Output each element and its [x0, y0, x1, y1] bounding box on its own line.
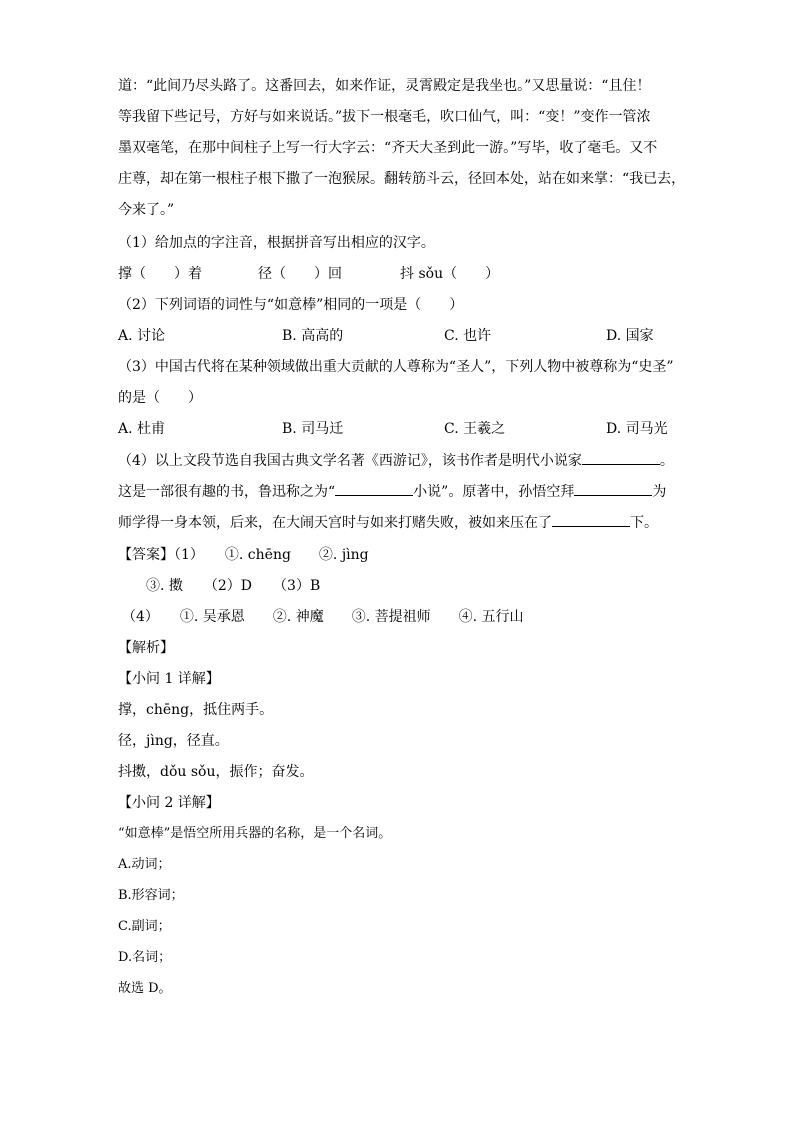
fill-blank — [582, 450, 660, 465]
question-4-line — [118, 450, 674, 471]
answer-text: （1） ①. chēng ②. jìng — [174, 547, 369, 563]
explanation-line: 撑，chēng，抵住两手。 — [118, 702, 274, 718]
question-4-text: 。 — [659, 453, 674, 469]
option-c: C. 王羲之 — [444, 421, 506, 437]
answer-line: （4） ①. 吴承恩 ②. 神魔 ③. 菩提祖师 ④. 五行山 — [122, 609, 524, 625]
passage-line: 等我留下些记号，方好与如来说话。”拔下一根毫毛，吹口仙气，叫：“变！”变作一管浓 — [118, 109, 651, 125]
option-b: B. 司马迁 — [282, 421, 344, 437]
analysis-label: 【解析】 — [118, 640, 174, 656]
question-4-text: 小说”。原著中，孙悟空拜 — [413, 484, 575, 500]
question-4-text: 这是一部很有趣的书，鲁迅称之为“ — [118, 484, 336, 500]
question-4-line — [118, 481, 666, 502]
explanation-line: 抖擞，dǒu sǒu，振作；奋发。 — [118, 764, 314, 780]
explanation-line: 径，jìng，径直。 — [118, 733, 229, 749]
passage-line: 道：“此间乃尽头路了。这番回去，如来作证，灵霄殿定是我坐也。”又思量说：“且住！ — [118, 78, 651, 94]
option-a: A. 讨论 — [118, 328, 166, 344]
question-3-stem-cont: 的是（ ） — [118, 390, 202, 406]
explanation-line: B.形容词； — [118, 888, 184, 903]
explanation-line: “如意棒”是悟空所用兵器的名称，是一个名词。 — [118, 826, 392, 841]
option-b: B. 高高的 — [282, 328, 344, 344]
subquestion-2-heading: 【小问 2 详解】 — [118, 795, 220, 811]
question-4-text: 为 — [652, 484, 667, 500]
fill-blank — [552, 512, 630, 527]
explanation-line: D.名词； — [118, 950, 172, 965]
question-4-text: 师学得一身本领，后来，在大闹天宫时与如来打赌失败，被如来压在了 — [118, 515, 552, 531]
passage-line: 墨双毫笔，在那中间柱子上写一行大字云：“齐天大圣到此一游。”写毕，收了毫毛。又不 — [118, 140, 658, 156]
question-3-stem: （3）中国古代将在某种领域做出重大贡献的人尊称为“圣人”，下列人物中被尊称为“史圣” — [118, 359, 674, 375]
answer-line: ③. 擞 （2）D （3）B — [146, 578, 321, 594]
question-1-item: 抖 sǒu（ ） — [400, 266, 500, 282]
explanation-line: A.动词； — [118, 857, 171, 872]
answer-line — [118, 545, 369, 565]
option-a: A. 杜甫 — [118, 421, 166, 437]
subquestion-1-heading: 【小问 1 详解】 — [118, 671, 220, 687]
fill-blank — [335, 481, 413, 496]
question-2-stem: （2）下列词语的词性与“如意棒”相同的一项是（ ） — [118, 297, 464, 313]
explanation-line: 故选 D。 — [118, 981, 172, 996]
question-4-text: 下。 — [630, 515, 658, 531]
question-4-text: （4）以上文段节选自我国古典文学名著《西游记》，该书作者是明代小说家 — [118, 453, 582, 469]
question-1-item: 撑（ ）着 — [118, 266, 202, 282]
answer-label: 【答案】 — [118, 547, 174, 563]
question-4-line — [118, 512, 658, 533]
option-d: D. 国家 — [606, 328, 654, 344]
explanation-line: C.副词； — [118, 919, 171, 934]
question-1-item: 径（ ）回 — [258, 266, 342, 282]
passage-line: 今来了。” — [118, 202, 175, 218]
option-d: D. 司马光 — [606, 421, 668, 437]
question-1-stem: （1）给加点的字注音，根据拼音写出相应的汉字。 — [118, 235, 435, 251]
option-c: C. 也许 — [444, 328, 492, 344]
fill-blank — [574, 481, 652, 496]
passage-line: 庄尊，却在第一根柱子根下撒了一泡猴尿。翻转筋斗云，径回本处，站在如来掌：“我已去， — [118, 171, 686, 187]
